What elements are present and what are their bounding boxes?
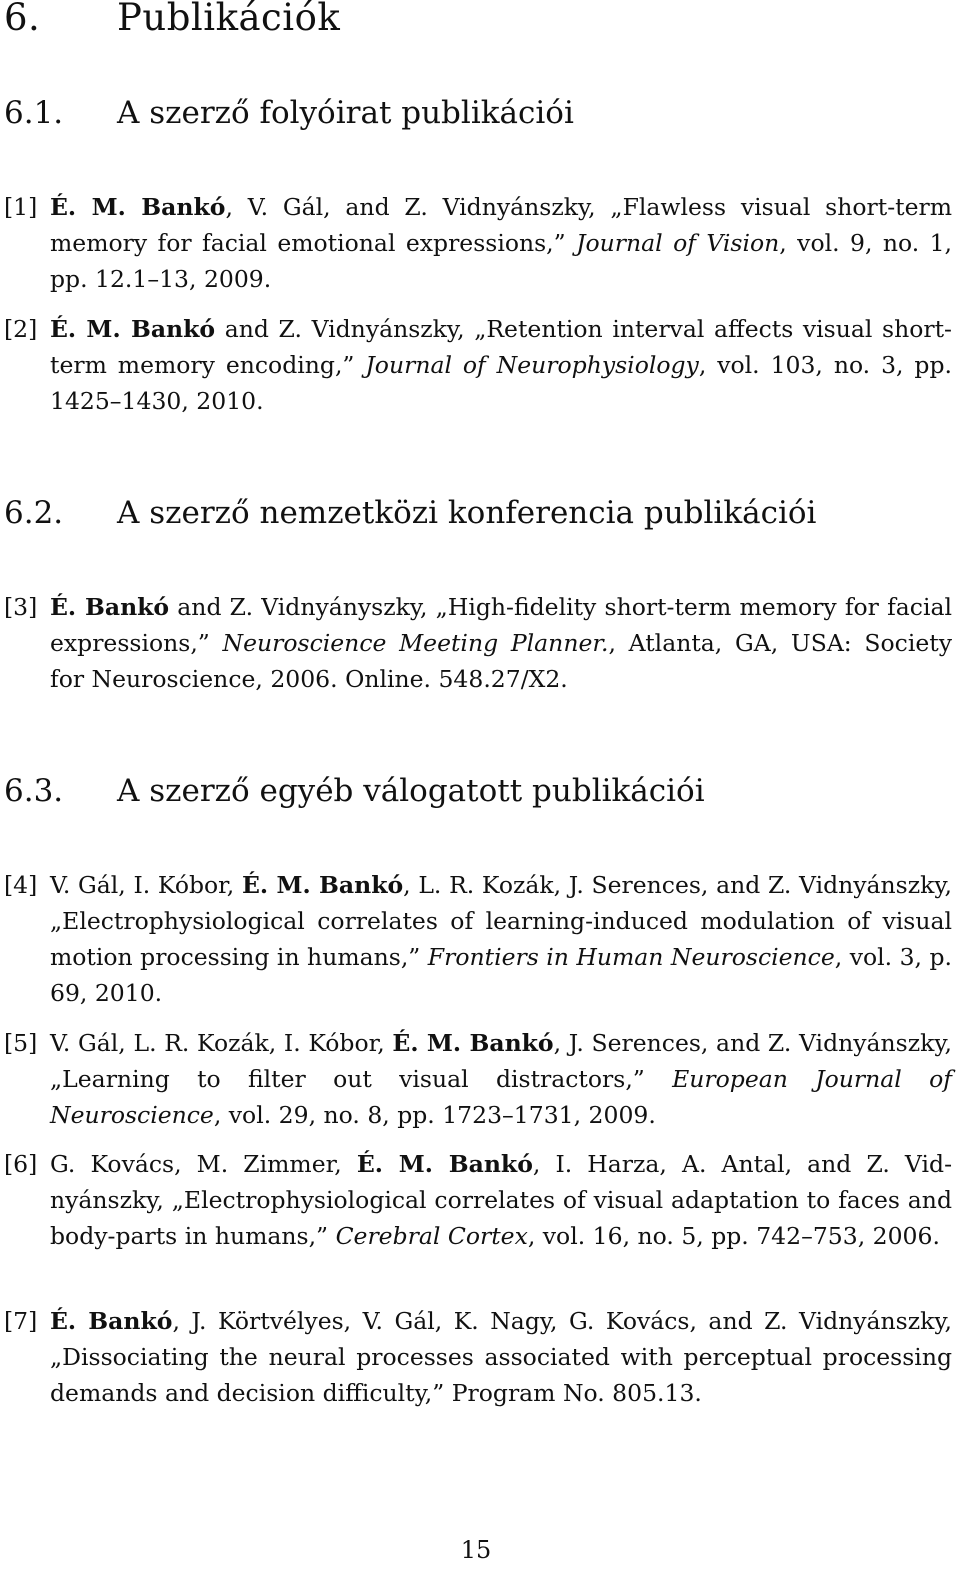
reference-authors-pre: V. Gál, L. R. Kozák, I. Kóbor,: [50, 1029, 393, 1057]
reference-authors: , V. Gál, and Z. Vidnyánszky,: [225, 193, 611, 221]
reference-2: [0, 311, 952, 419]
page-number: 15: [460, 1536, 492, 1564]
section-number: 6.2.: [4, 495, 64, 531]
reference-number: [6]: [4, 1150, 38, 1178]
highlighted-author: É. M. Bankó: [50, 315, 216, 343]
reference-details: , vol. 103, no. 3, pp. 1425–1430, 2010.: [50, 351, 952, 415]
highlighted-author: É. M. Bankó: [241, 871, 404, 899]
highlighted-author: É. Bankó: [50, 1307, 173, 1335]
reference-details: , vol. 16, no. 5, pp. 742–753, 2006.: [527, 1222, 940, 1250]
reference-authors: , L. R. Kozák, J. Serences, and Z. Vidnyánszky,: [403, 871, 952, 899]
highlighted-author: É. M. Bankó: [392, 1029, 554, 1057]
section-number: 6.3.: [4, 773, 64, 809]
reference-details: , Atlanta, GA, USA: Society for Neuroscience, 2006. Online. 548.27/X2.: [50, 629, 952, 693]
reference-authors: , J. Körtvélyes, V. Gál, K. Nagy, G. Kovács, and Z. Vidnyánszky,: [172, 1307, 952, 1335]
reference-title: „High-fidelity short-term memory for facial expressions,”: [50, 593, 952, 657]
reference-venue: Journal of Vision: [576, 229, 780, 257]
reference-venue: Cerebral Cortex: [335, 1222, 528, 1250]
reference-authors-pre: V. Gál, I. Kóbor,: [50, 871, 242, 899]
reference-details: , vol. 3, p. 69, 2010.: [50, 943, 952, 1007]
reference-venue: Journal of Neurophysiology: [365, 351, 699, 379]
reference-text: [50, 1146, 952, 1254]
reference-1: [0, 189, 952, 297]
reference-7: [0, 1303, 952, 1411]
chapter-title-text: Publikációk: [117, 0, 341, 39]
reference-text: [50, 867, 952, 1011]
reference-title: „Electrophysiological correlates of learning-induced modulation of visual motion processing in humans,”: [50, 907, 952, 971]
section-title-text: A szerző egyéb válogatott publikációi: [117, 773, 705, 809]
reference-text: [50, 589, 952, 697]
reference-authors: and Z. Vidnyányszky,: [169, 593, 436, 621]
reference-text: [50, 1303, 952, 1411]
reference-venue: Frontiers in Human Neuroscience: [427, 943, 835, 971]
reference-title: „Flawless visual short-term memory for facial emotional expressions,”: [50, 193, 952, 257]
reference-authors-pre: G. Kovács, M. Zimmer,: [50, 1150, 357, 1178]
section-number: 6.1.: [4, 95, 64, 131]
reference-6: [0, 1146, 952, 1254]
section-title-6-3: [4, 773, 705, 809]
highlighted-author: É. M. Bankó: [356, 1150, 533, 1178]
reference-text: [50, 1025, 952, 1133]
reference-details: Program No. 805.13.: [444, 1379, 702, 1407]
reference-text: [50, 311, 952, 419]
reference-authors: , J. Serences, and Z. Vidnyánszky,: [553, 1029, 952, 1057]
reference-4: [0, 867, 952, 1011]
reference-details: , vol. 9, no. 1, pp. 12.1–13, 2009.: [50, 229, 952, 293]
reference-number: [3]: [4, 593, 38, 621]
reference-title: „Dissociating the neural processes associated with perceptual processing demands and decision difficulty,”: [50, 1343, 952, 1407]
section-title-text: A szerző nemzetközi konferencia publikációi: [117, 495, 817, 531]
reference-title: „Electrophysiological correlates of visual adaptation to faces and body-parts in humans,”: [50, 1186, 952, 1250]
highlighted-author: É. Bankó: [50, 593, 170, 621]
section-title-6-1: [4, 95, 574, 131]
section-title-6-2: [4, 495, 816, 531]
chapter-number: 6.: [4, 0, 41, 39]
reference-number: [7]: [4, 1307, 38, 1335]
section-title-text: A szerző folyóirat publikációi: [117, 95, 574, 131]
reference-number: [5]: [4, 1029, 38, 1057]
reference-number: [1]: [4, 193, 38, 221]
reference-number: [2]: [4, 315, 38, 343]
highlighted-author: É. M. Bankó: [50, 193, 226, 221]
reference-number: [4]: [4, 871, 38, 899]
reference-venue: European Journal of Neuroscience: [50, 1065, 952, 1129]
reference-title: „Retention interval affects visual short-term memory encoding,”: [50, 315, 952, 379]
reference-3: [0, 589, 952, 697]
reference-details: , vol. 29, no. 8, pp. 1723–1731, 2009.: [213, 1101, 656, 1129]
reference-venue: Neuroscience Meeting Planner.: [222, 629, 609, 657]
reference-title: „Learning to filter out visual distractors,”: [50, 1065, 645, 1093]
reference-authors: and Z. Vidnyánszky,: [215, 315, 475, 343]
reference-authors: , I. Harza, A. Antal, and Z. Vidnyánszky,: [50, 1150, 953, 1214]
reference-text: [50, 189, 952, 297]
reference-5: [0, 1025, 952, 1133]
chapter-title: [4, 0, 340, 39]
